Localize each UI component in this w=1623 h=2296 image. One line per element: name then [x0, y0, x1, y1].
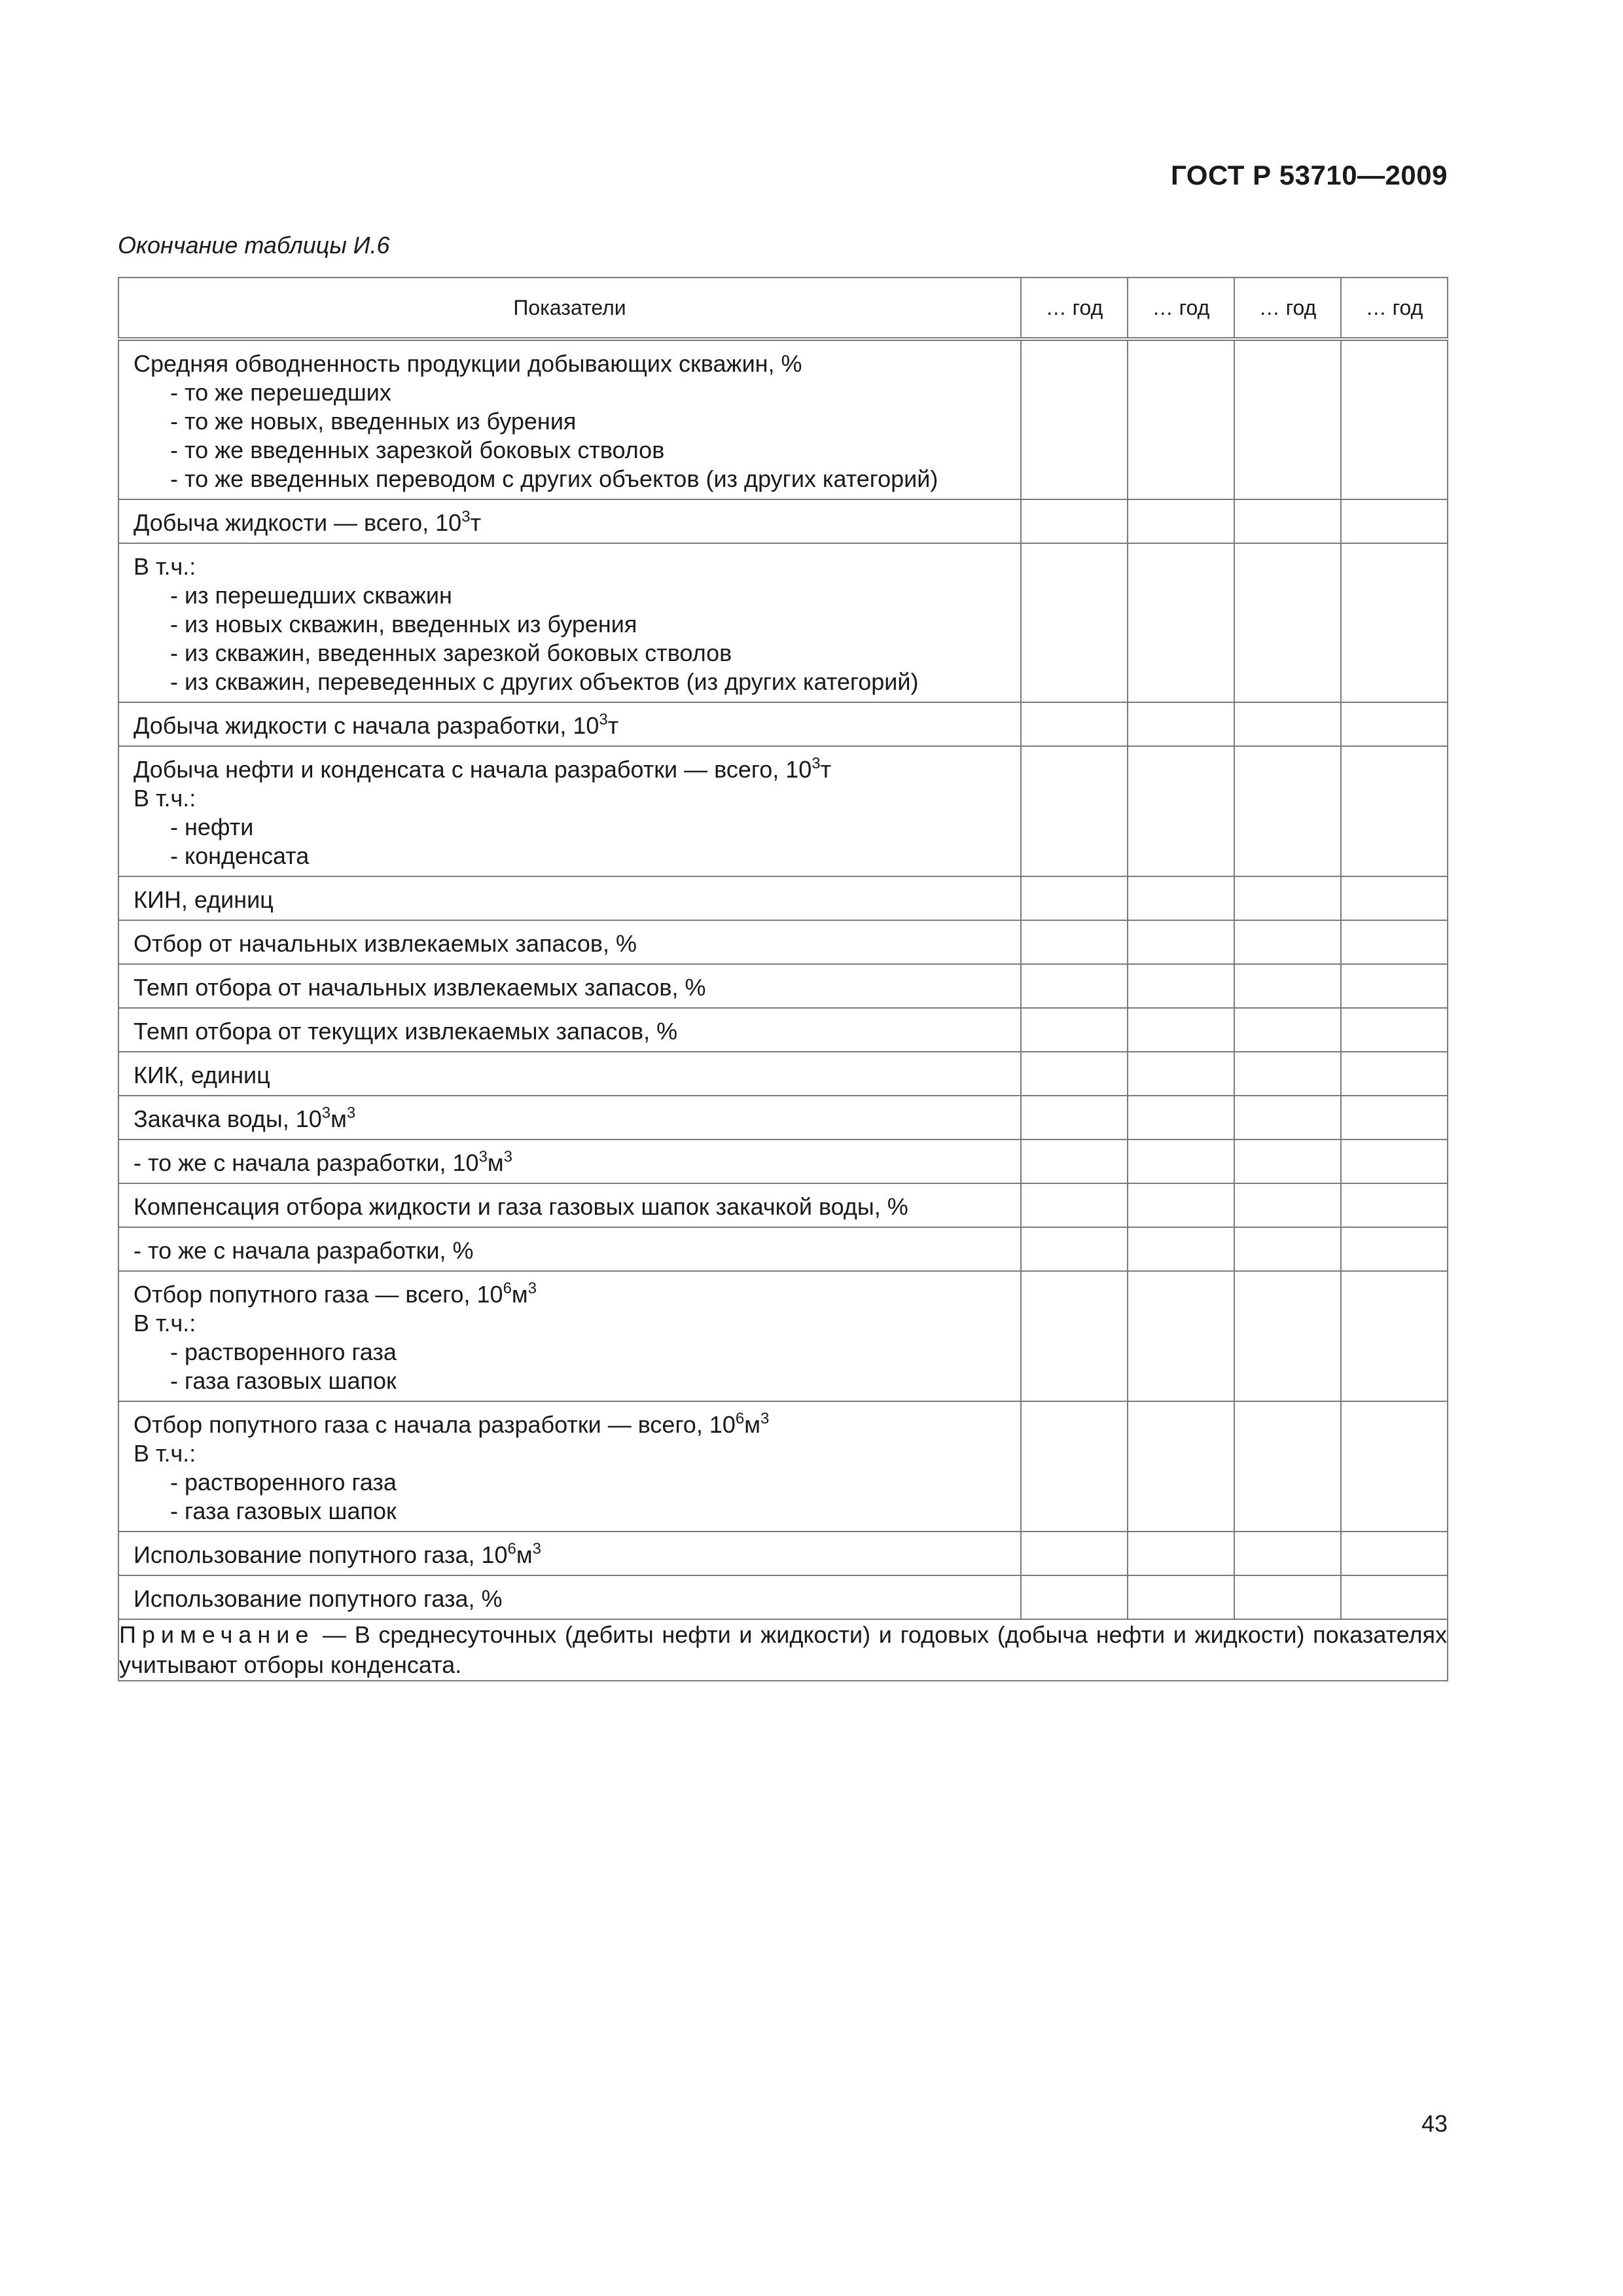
indicator-text: - то же с начала разработки, %	[134, 1237, 474, 1264]
indicator-text: Отбор попутного газа — всего, 10	[134, 1281, 503, 1308]
indicator-label	[134, 552, 1006, 581]
year-value-cell	[1021, 1401, 1128, 1532]
year-value-cell	[1341, 702, 1448, 746]
year-value-cell	[1128, 920, 1234, 964]
year-value-cell	[1341, 1096, 1448, 1139]
indicator-label	[134, 711, 1006, 740]
indicator-cell	[118, 920, 1021, 964]
year-value-cell	[1341, 1271, 1448, 1401]
indicator-subitem	[134, 407, 1006, 436]
indicator-label	[134, 1280, 1006, 1309]
indicator-text: Темп отбора от текущих извлекаемых запасов, %	[134, 1018, 678, 1045]
column-header-year: … год	[1128, 278, 1234, 339]
year-value-cell	[1341, 1575, 1448, 1619]
year-value-cell	[1128, 1401, 1234, 1532]
table-row	[118, 1575, 1448, 1619]
year-value-cell	[1128, 1008, 1234, 1052]
indicator-label	[134, 1193, 1006, 1221]
indicator-text: - растворенного газа	[170, 1469, 397, 1496]
table-row	[118, 1008, 1448, 1052]
year-value-cell	[1021, 339, 1128, 499]
indicator-subitem	[134, 436, 1006, 465]
indicator-subitem	[134, 813, 1006, 842]
indicator-cell	[118, 1183, 1021, 1227]
indicator-text: Темп отбора от начальных извлекаемых запасов, %	[134, 974, 706, 1001]
unit-exponent: 3	[478, 1148, 488, 1166]
indicator-label	[134, 973, 1006, 1002]
indicator-cell	[118, 1575, 1021, 1619]
indicator-cell	[118, 1096, 1021, 1139]
indicator-label	[134, 1410, 1006, 1439]
year-value-cell	[1128, 1139, 1234, 1183]
year-value-cell	[1341, 1401, 1448, 1532]
indicator-text: В т.ч.:	[134, 553, 196, 580]
indicator-text: - нефти	[170, 814, 254, 840]
indicator-text: КИК, единиц	[134, 1062, 270, 1088]
column-header-year: … год	[1234, 278, 1341, 339]
table-row	[118, 339, 1448, 499]
column-header-year: … год	[1021, 278, 1128, 339]
year-value-cell	[1128, 876, 1234, 920]
year-value-cell	[1234, 876, 1341, 920]
year-value-cell	[1234, 1096, 1341, 1139]
unit-exponent: 3	[346, 1104, 356, 1122]
year-value-cell	[1021, 964, 1128, 1008]
indicator-label	[134, 1236, 1006, 1265]
unit-exponent: 3	[527, 1280, 537, 1297]
indicator-subitem	[134, 1497, 1006, 1526]
year-value-cell	[1128, 964, 1234, 1008]
indicator-text: Отбор от начальных извлекаемых запасов, %	[134, 930, 637, 957]
indicator-label	[134, 1149, 1006, 1177]
indicator-cell	[118, 746, 1021, 876]
indicator-text: - газа газовых шапок	[170, 1498, 397, 1524]
indicator-subitem	[134, 610, 1006, 639]
year-value-cell	[1021, 876, 1128, 920]
unit-symbol: т	[470, 509, 482, 536]
indicator-label	[134, 1585, 1006, 1613]
year-value-cell	[1128, 543, 1234, 702]
indicator-text: - из скважин, переведенных с других объектов (из других категорий)	[170, 668, 919, 695]
year-value-cell	[1128, 1096, 1234, 1139]
indicator-text: - конденсата	[170, 842, 310, 869]
year-value-cell	[1021, 1096, 1128, 1139]
indicator-text: В т.ч.:	[134, 1310, 196, 1336]
unit-symbol: м	[744, 1411, 760, 1438]
indicator-text: - из скважин, введенных зарезкой боковых стволов	[170, 639, 732, 666]
year-value-cell	[1341, 1227, 1448, 1271]
year-value-cell	[1234, 1227, 1341, 1271]
table-row	[118, 1052, 1448, 1096]
indicator-cell	[118, 964, 1021, 1008]
page-number: 43	[1421, 2110, 1448, 2137]
year-value-cell	[1128, 702, 1234, 746]
indicator-cell	[118, 499, 1021, 543]
indicator-subitem	[134, 1468, 1006, 1497]
table-caption: Окончание таблицы И.6	[118, 232, 390, 259]
table-row	[118, 876, 1448, 920]
year-value-cell	[1341, 1008, 1448, 1052]
year-value-cell	[1128, 1227, 1234, 1271]
year-value-cell	[1021, 1183, 1128, 1227]
unit-exponent: 3	[461, 508, 471, 526]
indicator-text: Добыча нефти и конденсата с начала разработки — всего, 10	[134, 756, 812, 783]
indicator-subitem	[134, 668, 1006, 696]
year-value-cell	[1128, 499, 1234, 543]
indicator-subitem	[134, 581, 1006, 610]
indicator-subitem	[134, 639, 1006, 668]
year-value-cell	[1234, 746, 1341, 876]
indicator-label	[134, 509, 1006, 537]
note-label: Примечание	[119, 1621, 315, 1648]
year-value-cell	[1128, 746, 1234, 876]
indicator-text: Использование попутного газа, 10	[134, 1541, 508, 1568]
indicator-text: Добыча жидкости с начала разработки, 10	[134, 712, 599, 739]
indicator-subitem	[134, 1367, 1006, 1395]
indicator-cell	[118, 1532, 1021, 1575]
indicator-text: Добыча жидкости — всего, 10	[134, 509, 462, 536]
table-body	[118, 339, 1448, 1619]
unit-symbol: м	[487, 1149, 504, 1176]
indicator-text: - растворенного газа	[170, 1338, 397, 1365]
indicator-cell	[118, 1271, 1021, 1401]
table-row	[118, 964, 1448, 1008]
indicator-cell	[118, 1052, 1021, 1096]
unit-exponent: 3	[321, 1104, 331, 1122]
unit-symbol: м	[516, 1541, 533, 1568]
indicator-text: - из новых скважин, введенных из бурения	[170, 611, 637, 637]
year-value-cell	[1234, 1271, 1341, 1401]
table-row	[118, 1139, 1448, 1183]
unit-exponent: 3	[812, 755, 821, 772]
unit-exponent: 3	[599, 711, 608, 728]
indicator-text: - то же введенных переводом с других объектов (из других категорий)	[170, 465, 938, 492]
year-value-cell	[1021, 1139, 1128, 1183]
indicator-cell	[118, 876, 1021, 920]
note-text: — В среднесуточных (дебиты нефти и жидкости) и годовых (добыча нефти и жидкости) показателях учитывают отборы конденсата.	[119, 1621, 1447, 1678]
year-value-cell	[1128, 1271, 1234, 1401]
year-value-cell	[1021, 1532, 1128, 1575]
year-value-cell	[1341, 876, 1448, 920]
year-value-cell	[1341, 964, 1448, 1008]
unit-exponent: 3	[532, 1540, 542, 1558]
indicator-subitem	[134, 842, 1006, 870]
year-value-cell	[1341, 499, 1448, 543]
indicator-text: - то же перешедших	[170, 379, 391, 406]
year-value-cell	[1341, 1139, 1448, 1183]
year-value-cell	[1021, 1575, 1128, 1619]
indicator-text: В т.ч.:	[134, 1440, 196, 1467]
note-row	[118, 1619, 1448, 1681]
indicator-cell	[118, 339, 1021, 499]
year-value-cell	[1234, 964, 1341, 1008]
unit-symbol: м	[511, 1281, 528, 1308]
table-row	[118, 920, 1448, 964]
year-value-cell	[1021, 543, 1128, 702]
year-value-cell	[1234, 702, 1341, 746]
table-row	[118, 1183, 1448, 1227]
year-value-cell	[1128, 339, 1234, 499]
table-header-row	[118, 278, 1448, 339]
year-value-cell	[1234, 543, 1341, 702]
unit-exponent: 3	[760, 1410, 770, 1427]
year-value-cell	[1341, 1183, 1448, 1227]
column-header-year: … год	[1341, 278, 1448, 339]
indicator-label	[134, 1309, 1006, 1338]
table-row	[118, 1271, 1448, 1401]
indicator-cell	[118, 702, 1021, 746]
table-row	[118, 499, 1448, 543]
table-note	[118, 1619, 1448, 1681]
table-row	[118, 1401, 1448, 1532]
year-value-cell	[1234, 1139, 1341, 1183]
indicator-cell	[118, 1401, 1021, 1532]
unit-symbol: м	[330, 1105, 347, 1132]
indicator-text: - то же введенных зарезкой боковых стволов	[170, 437, 665, 463]
indicator-text: В т.ч.:	[134, 785, 196, 812]
unit-exponent: 6	[503, 1280, 512, 1297]
table-row	[118, 543, 1448, 702]
table-row	[118, 1227, 1448, 1271]
year-value-cell	[1341, 1532, 1448, 1575]
year-value-cell	[1234, 1532, 1341, 1575]
indicator-text: Закачка воды, 10	[134, 1105, 322, 1132]
year-value-cell	[1341, 1052, 1448, 1096]
indicator-cell	[118, 543, 1021, 702]
indicator-text: Отбор попутного газа с начала разработки — всего, 10	[134, 1411, 736, 1438]
year-value-cell	[1234, 1401, 1341, 1532]
indicator-label	[134, 1017, 1006, 1046]
unit-exponent: 3	[503, 1148, 513, 1166]
indicator-text: Использование попутного газа, %	[134, 1585, 503, 1612]
indicator-subitem	[134, 465, 1006, 493]
unit-exponent: 6	[735, 1410, 745, 1427]
year-value-cell	[1234, 1052, 1341, 1096]
year-value-cell	[1128, 1183, 1234, 1227]
indicator-label	[134, 1541, 1006, 1570]
indicator-text: - то же новых, введенных из бурения	[170, 408, 577, 435]
year-value-cell	[1341, 339, 1448, 499]
indicator-text: Средняя обводненность продукции добывающих скважин, %	[134, 350, 802, 377]
indicator-text: - то же с начала разработки, 10	[134, 1149, 479, 1176]
table-row	[118, 702, 1448, 746]
indicator-label	[134, 784, 1006, 813]
unit-exponent: 6	[507, 1540, 516, 1558]
year-value-cell	[1128, 1575, 1234, 1619]
year-value-cell	[1234, 1183, 1341, 1227]
year-value-cell	[1021, 746, 1128, 876]
indicator-label	[134, 350, 1006, 378]
indicator-cell	[118, 1139, 1021, 1183]
year-value-cell	[1021, 1052, 1128, 1096]
indicator-text: - газа газовых шапок	[170, 1367, 397, 1394]
indicator-label	[134, 1439, 1006, 1468]
year-value-cell	[1021, 920, 1128, 964]
year-value-cell	[1234, 920, 1341, 964]
unit-symbol: т	[607, 712, 619, 739]
document-designation: ГОСТ Р 53710—2009	[1171, 160, 1448, 190]
indicators-table	[118, 277, 1448, 1681]
unit-symbol: т	[820, 756, 832, 783]
year-value-cell	[1234, 339, 1341, 499]
indicator-cell	[118, 1227, 1021, 1271]
year-value-cell	[1128, 1532, 1234, 1575]
year-value-cell	[1341, 920, 1448, 964]
indicator-text: Компенсация отбора жидкости и газа газовых шапок закачкой воды, %	[134, 1193, 908, 1220]
year-value-cell	[1021, 702, 1128, 746]
year-value-cell	[1234, 1008, 1341, 1052]
indicator-text: КИН, единиц	[134, 886, 274, 913]
year-value-cell	[1021, 1227, 1128, 1271]
year-value-cell	[1021, 499, 1128, 543]
indicator-label	[134, 1061, 1006, 1090]
indicator-text: - из перешедших скважин	[170, 582, 452, 609]
indicator-label	[134, 886, 1006, 914]
indicator-label	[134, 929, 1006, 958]
indicator-subitem	[134, 378, 1006, 407]
year-value-cell	[1341, 543, 1448, 702]
table-row	[118, 1096, 1448, 1139]
year-value-cell	[1234, 1575, 1341, 1619]
indicator-subitem	[134, 1338, 1006, 1367]
year-value-cell	[1234, 499, 1341, 543]
column-header-indicators: Показатели	[118, 278, 1021, 339]
year-value-cell	[1021, 1008, 1128, 1052]
year-value-cell	[1128, 1052, 1234, 1096]
indicator-label	[134, 755, 1006, 784]
table-row	[118, 746, 1448, 876]
year-value-cell	[1341, 746, 1448, 876]
indicator-cell	[118, 1008, 1021, 1052]
year-value-cell	[1021, 1271, 1128, 1401]
table-row	[118, 1532, 1448, 1575]
indicator-label	[134, 1105, 1006, 1134]
